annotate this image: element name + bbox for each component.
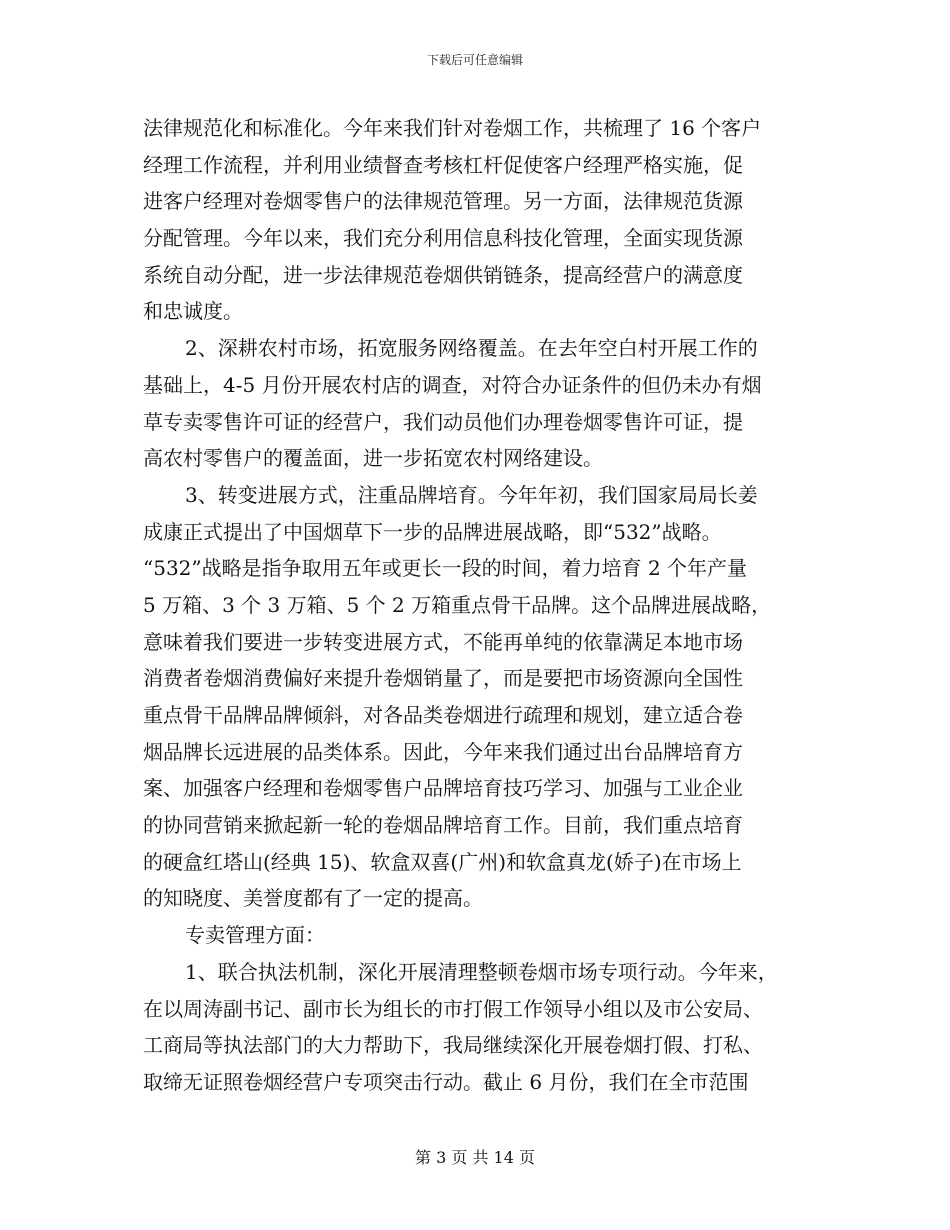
text-line: 高农村零售户的覆盖面，进一步拓宽农村网络建设。 [143,446,603,471]
text-line: 的硬盒红塔山(经典 15)、软盒双喜(广州)和软盒真龙(娇子)在市场上 [143,849,742,874]
text-line: 工商局等执法部门的大力帮助下，我局继续深化开展卷烟打假、打私、 [143,1033,763,1058]
text-line: 的知晓度、美誉度都有了一定的提高。 [143,886,483,911]
text-line: 和忠诚度。 [143,299,243,324]
text-line: 分配管理。今年以来，我们充分利用信息科技化管理，全面实现货源 [143,226,743,251]
paragraph-start-line: 3、转变进展方式，注重品牌培育。今年年初，我们国家局局长姜 [185,482,758,507]
text-line: 取缔无证照卷烟经营户专项突击行动。截止 6 月份，我们在全市范围 [143,1069,749,1094]
section-heading: 专卖管理方面： [185,923,325,948]
text-line: 的协同营销来掀起新一轮的卷烟品牌培育工作。目前，我们重点培育 [143,813,743,838]
text-line: 5 万箱、3 个 3 万箱、5 个 2 万箱重点骨干品牌。这个品牌进展战略， [143,592,772,617]
text-line: 意味着我们要进一步转变进展方式，不能再单纯的依靠满足本地市场 [143,629,743,654]
text-line: 草专卖零售许可证的经营户，我们动员他们办理卷烟零售许可证，提 [143,409,743,434]
document-body [143,110,808,1101]
text-line: 重点骨干品牌品牌倾斜，对各品类卷烟进行疏理和规划，建立适合卷 [143,703,743,727]
text-line: 烟品牌长远进展的品类体系。因此，今年来我们通过出台品牌培育方 [143,739,743,764]
page-footer: 第 3 页 共 14 页 [415,1148,535,1167]
text-line: 经理工作流程，并利用业绩督查考核杠杆促使客户经理严格实施，促 [143,152,743,177]
text-line: 进客户经理对卷烟零售户的法律规范管理。另一方面，法律规范货源 [143,189,743,214]
text-line: 成康正式提出了中国烟草下一步的品牌进展战略，即“532”战略。 [143,519,722,544]
text-line: 基础上，4-5 月份开展农村店的调查，对符合办证条件的但仍未办有烟 [143,372,762,397]
paragraph-start-line: 1、联合执法机制，深化开展清理整顿卷烟市场专项行动。今年来， [185,959,778,984]
text-line: 在以周涛副书记、副市长为组长的市打假工作领导小组以及市公安局、 [143,996,763,1021]
text-line: 系统自动分配，进一步法律规范卷烟供销链条，提高经营户的满意度 [143,262,743,287]
page-header: 下载后可任意编辑 [426,53,523,67]
text-line: “532”战略是指争取用五年或更长一段的时间，着力培育 2 个年产量 [143,556,748,581]
text-line: 案、加强客户经理和卷烟零售户品牌培育技巧学习、加强与工业企业 [143,776,743,801]
text-line: 法律规范化和标准化。今年来我们针对卷烟工作，共梳理了 16 个客户 [143,116,762,140]
paragraph-start-line: 2、深耕农村市场，拓宽服务网络覆盖。在去年空白村开展工作的 [185,336,758,361]
text-line: 消费者卷烟消费偏好来提升卷烟销量了，而是要把市场资源向全国性 [143,666,743,691]
